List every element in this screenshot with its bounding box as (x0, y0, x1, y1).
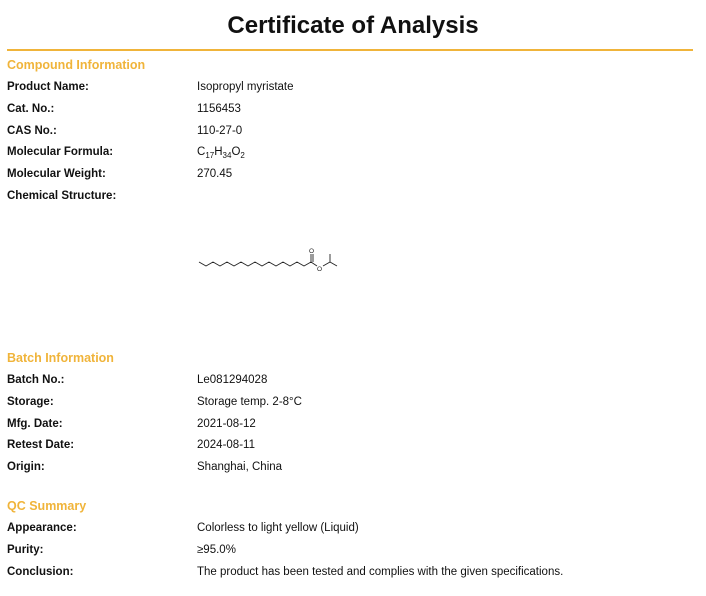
purity-label: Purity: (7, 544, 44, 556)
chemical-structure-label: Chemical Structure: (7, 190, 117, 202)
molecular-formula-label: Molecular Formula: (7, 146, 114, 158)
section-heading-batch: Batch Information (7, 351, 114, 365)
appearance-label: Appearance: (7, 522, 77, 534)
ester-oxygen: O (317, 266, 323, 273)
appearance-value: Colorless to light yellow (Liquid) (197, 522, 359, 534)
retest-date-value: 2024-08-11 (197, 439, 255, 451)
cas-no-value: 110-27-0 (197, 125, 243, 137)
conclusion-label: Conclusion: (7, 566, 74, 578)
batch-no-value: Le081294028 (197, 374, 268, 386)
molecular-weight-label: Molecular Weight: (7, 168, 106, 180)
molecular-formula-value (197, 146, 245, 158)
formula-o-count: 2 (240, 151, 245, 160)
formula-c: C (197, 146, 206, 158)
mfg-date-value: 2021-08-12 (197, 418, 256, 430)
section-heading-compound: Compound Information (7, 58, 146, 72)
mfg-date-label: Mfg. Date: (7, 418, 63, 430)
batch-no-label: Batch No.: (7, 374, 65, 386)
product-name-value: Isopropyl myristate (197, 81, 294, 93)
origin-value: Shanghai, China (197, 461, 283, 473)
storage-label: Storage: (7, 396, 54, 408)
chemical-structure-image (197, 200, 347, 320)
product-name-label: Product Name: (7, 81, 89, 93)
purity-value: ≥95.0% (197, 544, 236, 556)
formula-h-count: 34 (222, 151, 232, 160)
formula-o: O (231, 146, 241, 158)
isopropyl-group (323, 262, 337, 266)
retest-date-label: Retest Date: (7, 439, 75, 451)
cat-no-value: 1156453 (197, 103, 241, 115)
origin-label: Origin: (7, 461, 45, 473)
cas-no-label: CAS No.: (7, 125, 57, 137)
formula-c-count: 17 (205, 151, 215, 160)
carbonyl-oxygen: O (309, 248, 315, 255)
document-title: Certificate of Analysis (227, 12, 479, 39)
conclusion-value: The product has been tested and complies with the given specifications. (197, 566, 564, 578)
section-heading-qc: QC Summary (7, 499, 87, 513)
structure-chain (199, 262, 317, 266)
molecular-weight-value: 270.45 (197, 168, 233, 180)
storage-value: Storage temp. 2-8°C (197, 396, 302, 408)
formula-h: H (214, 146, 223, 158)
cat-no-label: Cat. No.: (7, 103, 55, 115)
title-divider (7, 49, 693, 51)
